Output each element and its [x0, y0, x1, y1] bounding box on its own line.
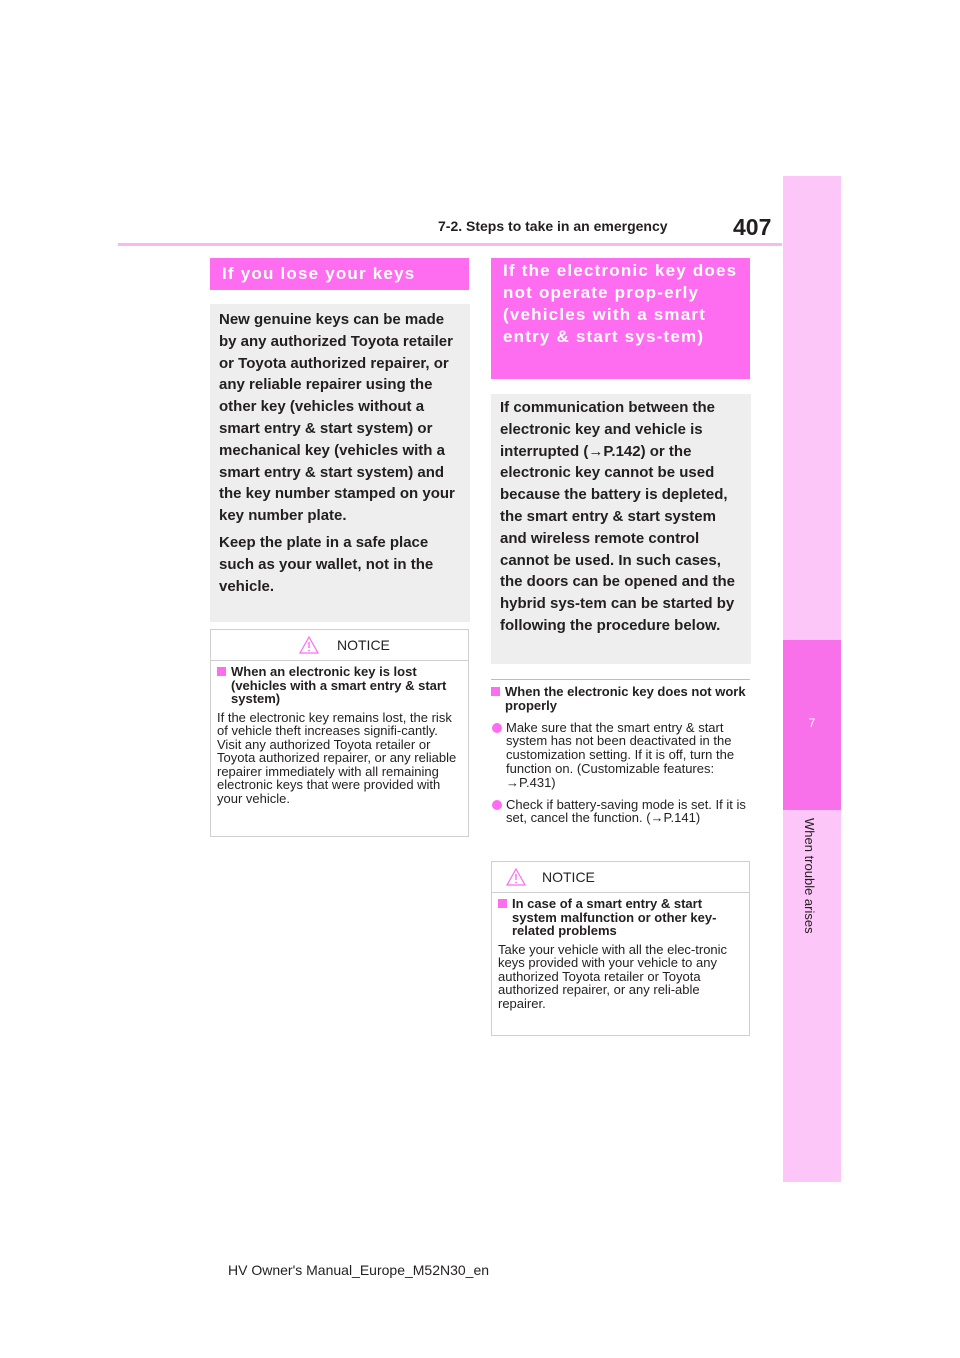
list-title-text: When the electronic key does not work properly [505, 684, 746, 713]
notice-title [498, 897, 743, 938]
list-item [491, 798, 753, 826]
round-bullet-icon [492, 800, 502, 810]
list-item-text: Make sure that the smart entry & start system has not been deactivated in the customization setting. If it is off, turn the function on. (Customizable features: →P.431) [506, 719, 735, 790]
square-bullet-icon [491, 687, 500, 696]
notice-title [217, 665, 462, 706]
header-rule [118, 243, 782, 246]
heading-lost-keys: If you lose your keys [210, 258, 469, 290]
notice-lost-key [210, 629, 469, 837]
notice-text: Take your vehicle with all the elec-tronic keys provided with your vehicle to any authorized Toyota retailer or Toyota authorized repairer, or any reli-able repairer. [498, 941, 728, 1011]
round-bullet-icon [492, 723, 502, 733]
list-title [491, 685, 753, 713]
key-plate-paragraph: Keep the plate in a safe place such as your wallet, not in the vehicle. [219, 533, 434, 595]
lost-keys-paragraph: New genuine keys can be made by any authorized Toyota retailer or Toyota authorized repairer, or any reliable repairer using the other key (vehicles without a smart entry & start system) or mechanical key (vehicles with a smart entry & start system) and the key number stamped on your key number plate. [219, 311, 455, 525]
list-item-text: Check if battery-saving mode is set. If it is set, cancel the function. (→P.141) [506, 796, 746, 826]
notice-key-malfunction [491, 861, 750, 1036]
communication-paragraph: If communication between the electronic key and vehicle is interrupted (→P.142) or the electronic key cannot be used because the battery is depleted, the smart entry & start system and wireless remote control cannot be used. In such cases, the doors can be opened and the hybrid sys-tem can be started by following the procedure below. [500, 399, 736, 634]
notice-title-text: When an electronic key is lost (vehicles with a smart entry & start system) [231, 664, 447, 706]
chapter-name: When trouble arises [802, 818, 817, 934]
page-number: 407 [733, 214, 772, 240]
section-divider [491, 679, 750, 680]
notice-header [492, 862, 749, 893]
key-communication-info-box [491, 394, 751, 664]
footer-manual-id: HV Owner's Manual_Europe_M52N30_en [228, 1262, 490, 1278]
notice-text: If the electronic key remains lost, the risk of vehicle theft increases signifi-cantly. Visit any authorized Toyota retailer or Toyota authorized repairer, or any reliable repairer immediately with all remaining electronic keys that were provided with your vehicle. [217, 709, 457, 806]
warning-triangle-icon [506, 868, 526, 886]
notice-header [211, 630, 468, 661]
heading-key-not-operating: If the electronic key does not operate prop-erly (vehicles with a smart entry & start sys-tem) [491, 258, 750, 379]
notice-label: NOTICE [542, 869, 595, 885]
troubleshooting-list [491, 685, 753, 825]
list-item [491, 721, 753, 790]
square-bullet-icon [498, 899, 507, 908]
warning-triangle-icon [299, 636, 319, 654]
lost-keys-info-box [210, 304, 470, 622]
notice-title-text: In case of a smart entry & start system malfunction or other key-related problems [512, 896, 717, 938]
section-title: 7-2. Steps to take in an emergency [438, 218, 668, 234]
notice-label: NOTICE [337, 637, 390, 653]
chapter-number: 7 [808, 716, 816, 730]
square-bullet-icon [217, 667, 226, 676]
